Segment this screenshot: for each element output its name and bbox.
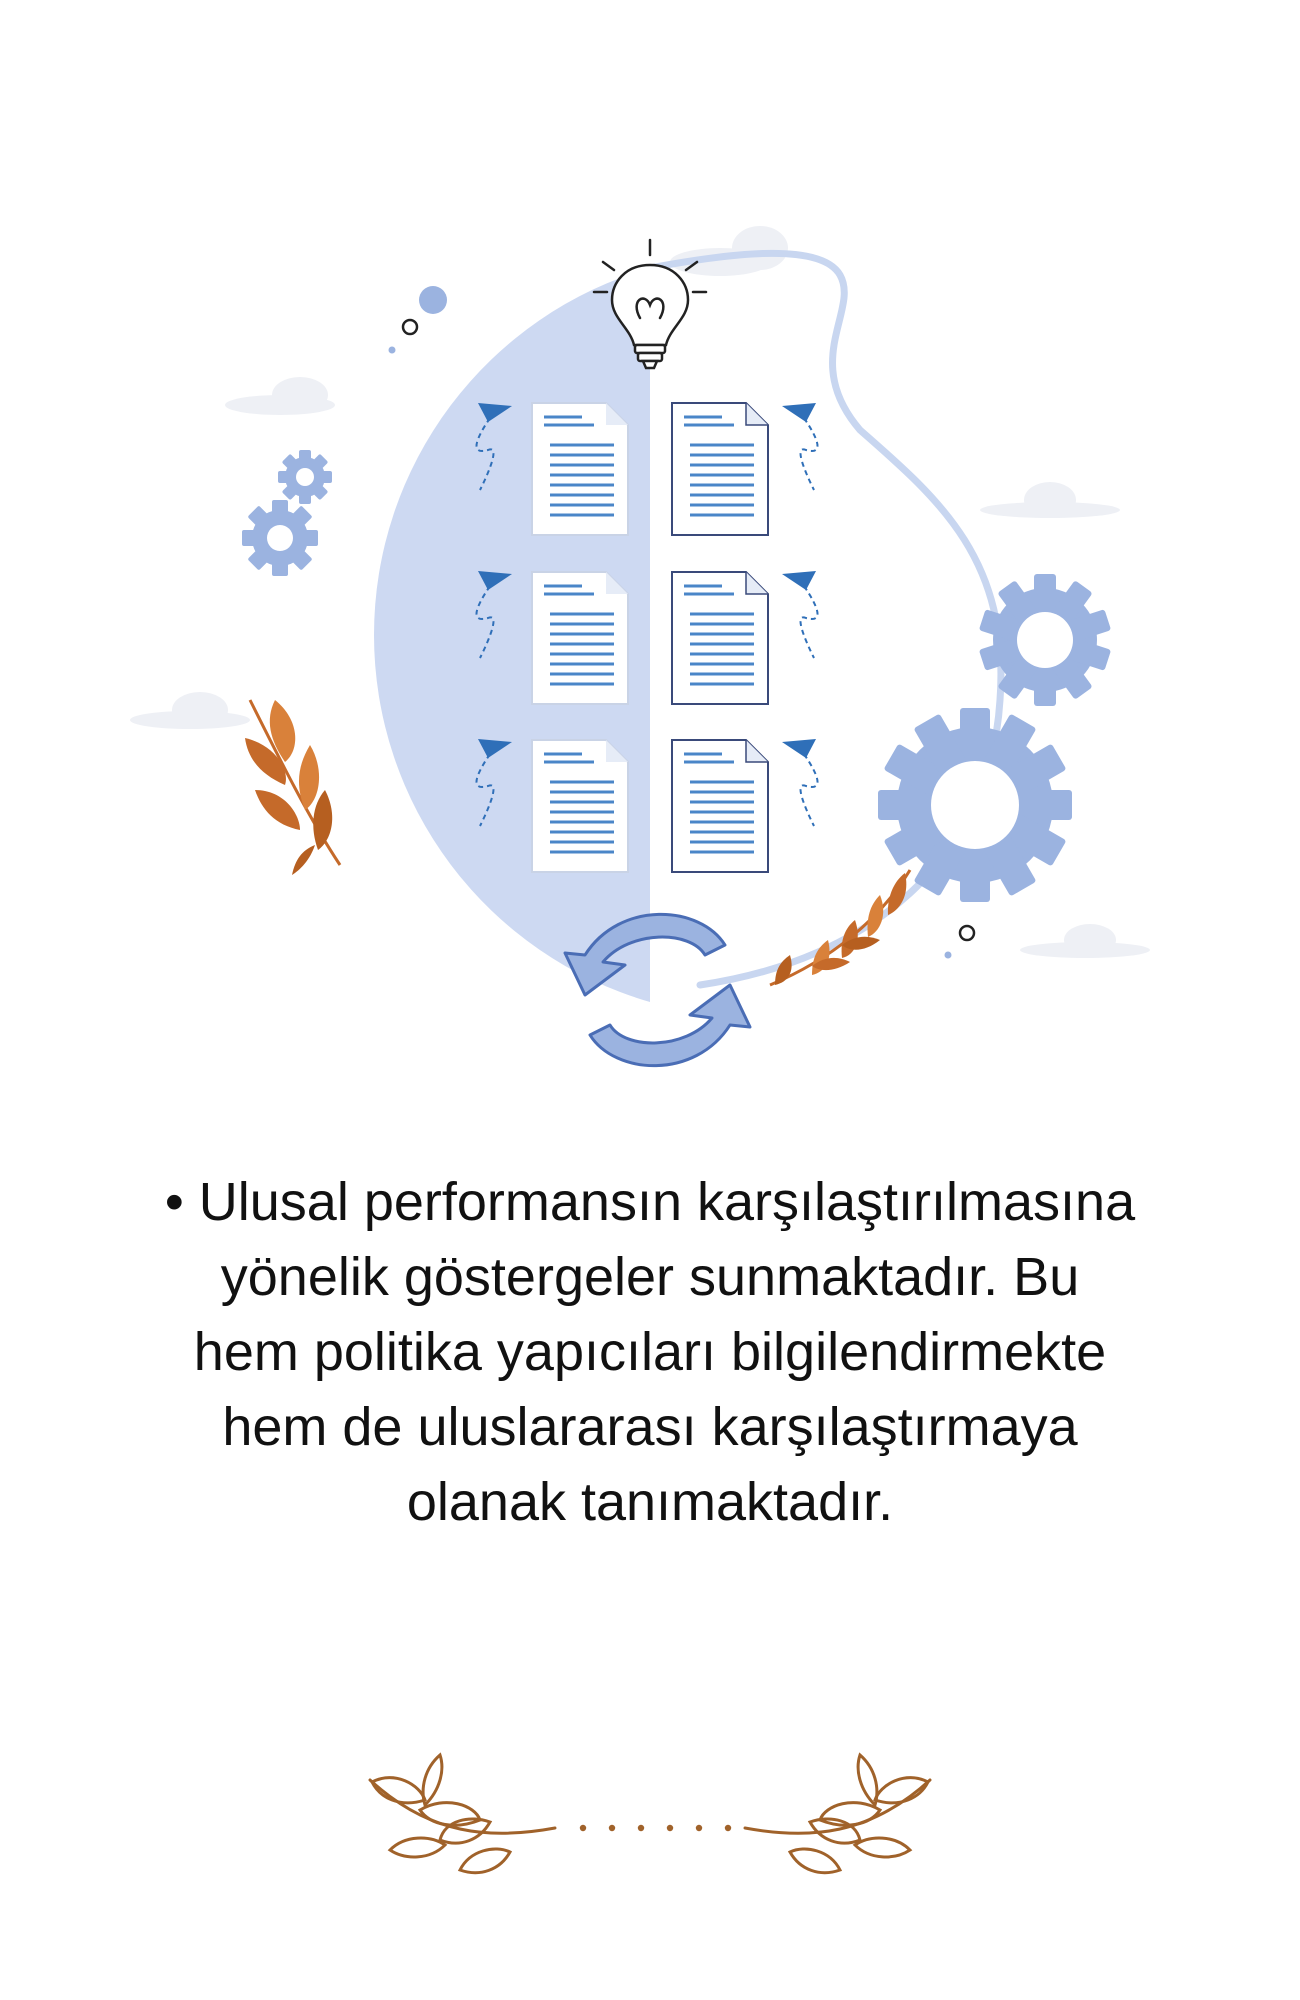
caption-text: [100, 1165, 1200, 1540]
laurel-branch-icon: [370, 1755, 555, 1873]
document-icon: [532, 740, 628, 872]
document-icon: [672, 740, 768, 872]
dot-decoration: [419, 286, 447, 314]
cloud-icon: [130, 692, 250, 729]
caption-line: hem de uluslararası karşılaştırmaya: [222, 1397, 1078, 1457]
document-icon: [532, 403, 628, 535]
dotted-line: [580, 1825, 731, 1831]
paper-plane-icon: [782, 739, 818, 826]
ring-decoration: [403, 320, 417, 334]
dot-decoration: [945, 952, 952, 959]
gear-icon: [278, 450, 332, 504]
document-icon: [672, 403, 768, 535]
caption-line: olanak tanımaktadır.: [406, 1472, 894, 1532]
leaf-branch-icon: [245, 700, 340, 875]
laurel-branch-icon: [745, 1755, 930, 1873]
document-icon: [672, 572, 768, 704]
dot-decoration: [389, 347, 396, 354]
ring-decoration: [960, 926, 974, 940]
leaf-branch-icon: [770, 870, 910, 985]
cloud-icon: [225, 377, 335, 415]
caption-line: hem politika yapıcıları bilgilendirmekte: [193, 1322, 1107, 1382]
cloud-icon: [980, 482, 1120, 518]
caption-line: yönelik göstergeler sunmaktadır. Bu: [220, 1247, 1080, 1307]
caption-line: • Ulusal performansın karşılaştırılmasına: [164, 1172, 1136, 1232]
document-icon: [532, 572, 628, 704]
paper-plane-icon: [782, 571, 818, 658]
footer-ornament: [0, 1740, 1300, 1910]
paper-plane-icon: [782, 403, 818, 490]
cloud-icon: [1020, 924, 1150, 958]
gear-icon: [242, 500, 318, 576]
gear-icon: [979, 574, 1111, 706]
